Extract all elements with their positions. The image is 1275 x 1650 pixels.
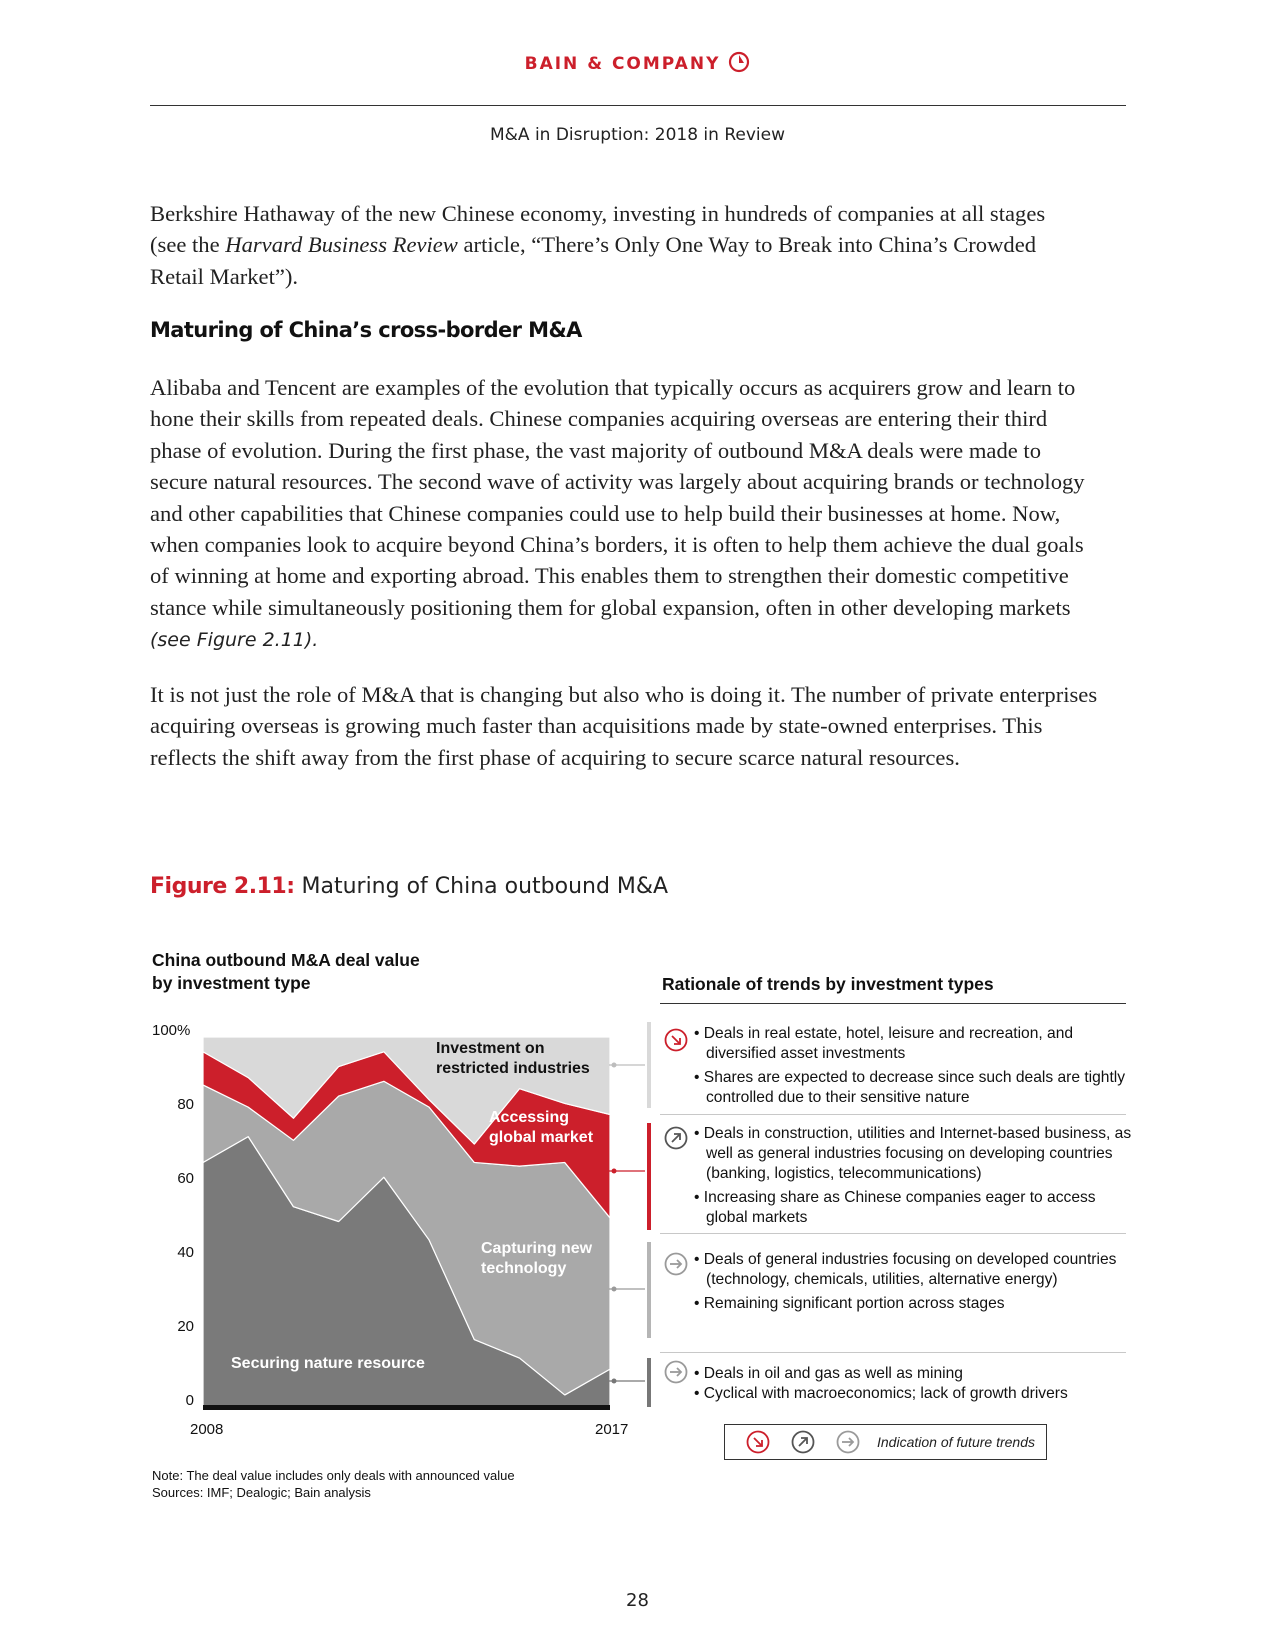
group-separator (660, 1114, 1126, 1115)
connector-dot (612, 1063, 617, 1068)
paragraph-1: Berkshire Hathaway of the new Chinese economy, investing in hundreds of companies at all stages (see the Harvard Business Review article, “There’s Only One Way to Break into China’s Crowded Retail Market”). (150, 201, 1046, 289)
publication-name: Harvard Business Review (225, 232, 458, 258)
group-separator (660, 1352, 1126, 1353)
group-bullets-global-market (694, 1124, 1134, 1232)
area-label-resources: Securing nature resource (231, 1355, 425, 1372)
bullet: • Increasing share as Chinese companies eager to access global markets (694, 1189, 1096, 1226)
arrow-right-icon (664, 1252, 688, 1276)
bullet: • Remaining significant portion across stages (694, 1295, 1005, 1312)
legend-text: Indication of future trends (877, 1434, 1035, 1450)
page-number: 28 (626, 1590, 649, 1611)
area-label-restricted: Investment on restricted industries (436, 1040, 590, 1077)
group-bullets-technology (694, 1250, 1134, 1318)
bullet: • Shares are expected to decrease since such deals are tightly controlled due to their sensitive nature (694, 1069, 1126, 1106)
y-tick-label: 0 (185, 1392, 194, 1409)
x-tick-label: 2008 (190, 1421, 224, 1438)
section-heading: Maturing of China’s cross-border M&A (150, 318, 582, 342)
figure-reference: (see Figure 2.11). (150, 629, 319, 652)
bullet: • Deals in construction, utilities and Internet-based business, as well as general industries focusing on developing countries (banking, logistics, telecommunications) (694, 1125, 1132, 1182)
group-bar-global-market (647, 1123, 651, 1230)
arrow-down-right-icon (746, 1430, 770, 1454)
arrow-down-right-icon (664, 1028, 688, 1052)
group-bullets-restricted (694, 1024, 1134, 1112)
rationale-title: Rationale of trends by investment types (662, 974, 994, 994)
bullet: • Cyclical with macroeconomics; lack of growth drivers (694, 1385, 1068, 1402)
running-title: M&A in Disruption: 2018 in Review (489, 125, 785, 145)
paragraph-2: Alibaba and Tencent are examples of the evolution that typically occurs as acquirers grow and learn to hone their skills from repeated deals. Chinese companies acquiring overseas are entering their third phase of evolution. During the first phase, the vast majority of outbound M&A deals were made to secure natural resources. The second wave of activity was largely about acquiring brands or technology and other capabilities that Chinese companies could use to help build their businesses at home. Now, when companies look to acquire beyond China’s borders, it is often to help them achieve the dual goals of winning at home and exporting abroad. This enables them to strengthen their domestic competitive stance while simultaneously positioning them for global expansion, often in other developing markets (see Figure 2.11). (150, 375, 1085, 652)
arrow-right-icon (836, 1430, 860, 1454)
y-tick-label: 40 (177, 1244, 194, 1261)
group-bar-restricted (647, 1022, 651, 1108)
group-bar-resources (647, 1358, 651, 1407)
y-tick-label: 20 (177, 1318, 194, 1335)
area-label-global-market: Accessing global market (489, 1109, 594, 1146)
area-label-technology: Capturing new technology (481, 1240, 593, 1277)
connector-dot (612, 1169, 617, 1174)
connector-dot (612, 1287, 617, 1292)
arrow-right-icon (664, 1360, 688, 1384)
group-bullets-resources (694, 1364, 1134, 1408)
figure-notes (152, 1467, 515, 1501)
y-tick-label: 60 (177, 1170, 194, 1187)
group-bar-technology (647, 1242, 651, 1338)
y-tick-label: 80 (177, 1096, 194, 1113)
chart-title: China outbound M&A deal value by investment type (152, 950, 420, 993)
group-separator (660, 1233, 1126, 1234)
bullet: • Deals in oil and gas as well as mining (694, 1365, 963, 1382)
logo-text: BAIN & COMPANY (524, 54, 721, 74)
paragraph-3: It is not just the role of M&A that is changing but also who is doing it. The number of private enterprises acquiring overseas is growing much faster than acquisitions made by state-owned enterprises. This reflects the shift away from the first phase of acquiring to secure scarce natural resources. (150, 682, 1098, 770)
figure-label: Figure 2.11: (150, 874, 295, 899)
y-tick-label: 100% (152, 1022, 191, 1039)
note-line: Note: The deal value includes only deals with announced value (152, 1468, 515, 1483)
figure-caption: Maturing of China outbound M&A (294, 874, 669, 899)
bullet: • Deals in real estate, hotel, leisure and recreation, and diversified asset investments (694, 1025, 1074, 1062)
arrow-up-right-icon (664, 1126, 688, 1150)
connector-dot (612, 1379, 617, 1384)
bullet: • Deals of general industries focusing on developed countries (technology, chemicals, utilities, alternative energy) (694, 1251, 1117, 1288)
sources-line: Sources: IMF; Dealogic; Bain analysis (152, 1485, 371, 1500)
arrow-up-right-icon (791, 1430, 815, 1454)
x-tick-label: 2017 (595, 1421, 629, 1438)
